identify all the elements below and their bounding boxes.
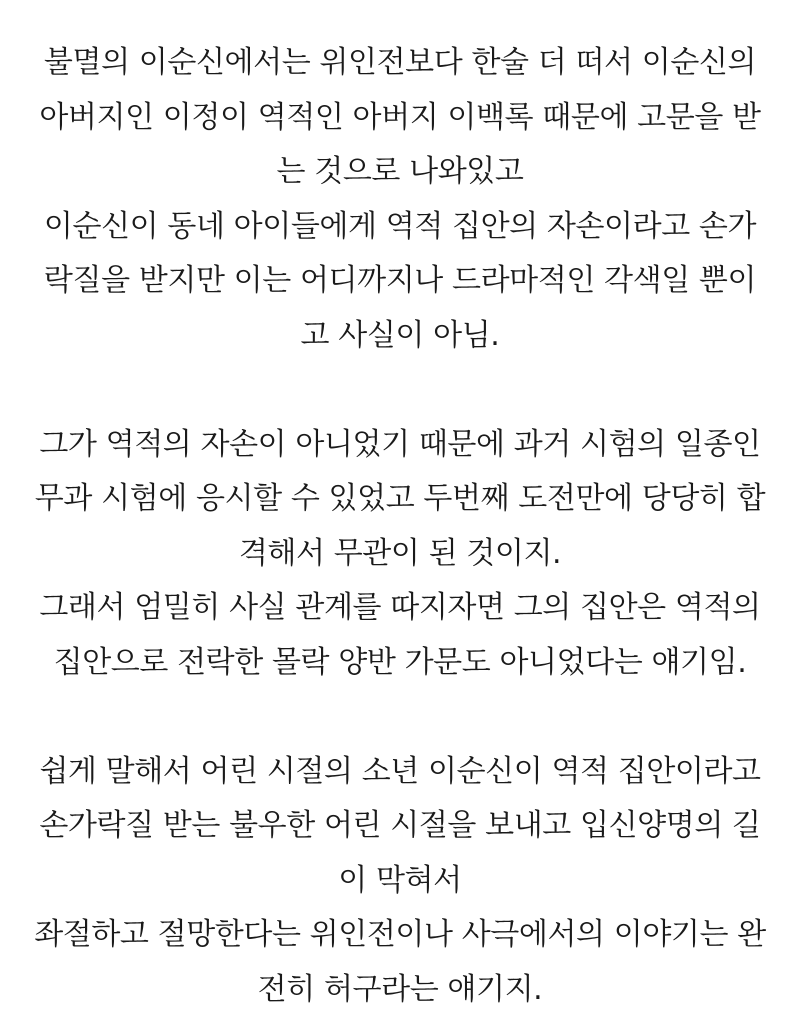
- paragraph-3: [0, 745, 800, 1017]
- text-line: 고 사실이 아님.: [0, 309, 800, 364]
- text-line: 불멸의 이순신에서는 위인전보다 한술 더 떠서 이순신의: [0, 36, 800, 91]
- paragraph-1: [0, 36, 800, 363]
- paragraph-2: [0, 418, 800, 691]
- article-body: [0, 36, 800, 1017]
- text-line: 격해서 무관이 된 것이지.: [0, 527, 800, 582]
- text-line: 쉽게 말해서 어린 시절의 소년 이순신이 역적 집안이라고: [0, 745, 800, 800]
- text-line: 이 막혀서: [0, 854, 800, 909]
- paragraph-spacer: [0, 363, 800, 418]
- text-line: 손가락질 받는 불우한 어린 시절을 보내고 입신양명의 길: [0, 799, 800, 854]
- text-line: 그가 역적의 자손이 아니었기 때문에 과거 시험의 일종인: [0, 418, 800, 473]
- text-line: 이순신이 동네 아이들에게 역적 집안의 자손이라고 손가: [0, 200, 800, 255]
- text-line: 아버지인 이정이 역적인 아버지 이백록 때문에 고문을 받: [0, 91, 800, 146]
- text-line: 좌절하고 절망한다는 위인전이나 사극에서의 이야기는 완: [0, 908, 800, 963]
- text-line: 그래서 엄밀히 사실 관계를 따지자면 그의 집안은 역적의: [0, 581, 800, 636]
- text-line: 는 것으로 나와있고: [0, 145, 800, 200]
- paragraph-spacer: [0, 690, 800, 745]
- text-line: 락질을 받지만 이는 어디까지나 드라마적인 각색일 뿐이: [0, 254, 800, 309]
- text-line: 무과 시험에 응시할 수 있었고 두번째 도전만에 당당히 합: [0, 472, 800, 527]
- text-line: 집안으로 전락한 몰락 양반 가문도 아니었다는 얘기임.: [0, 636, 800, 691]
- text-line: 전히 허구라는 얘기지.: [0, 963, 800, 1017]
